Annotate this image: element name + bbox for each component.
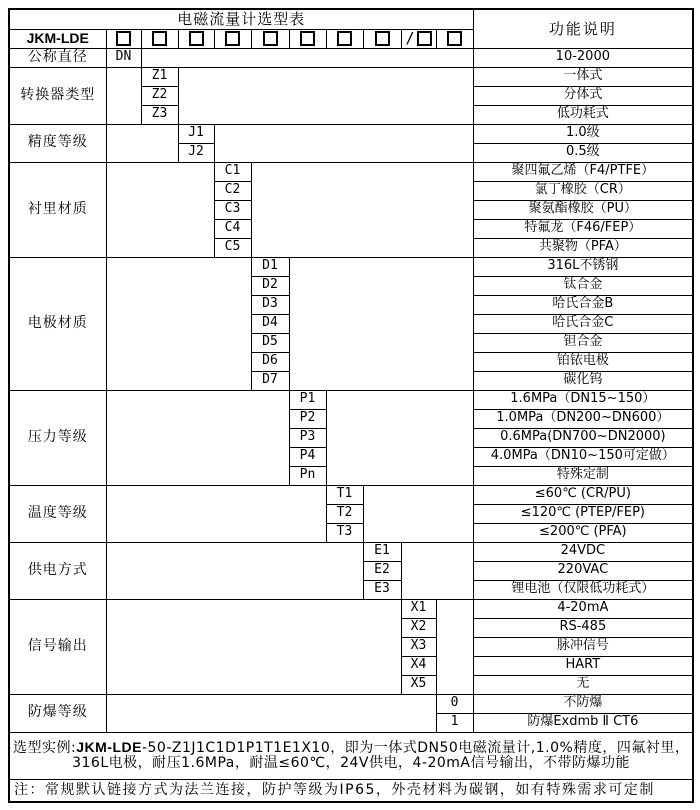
desc-cell: HART xyxy=(473,656,693,675)
checkbox-icon[interactable] xyxy=(375,31,390,46)
model-checkbox-cell xyxy=(141,29,178,48)
code-cell: E2 xyxy=(363,561,401,580)
desc-cell: ≤60℃ (CR/PU) xyxy=(473,485,693,504)
code-cell: E3 xyxy=(363,580,401,599)
desc-cell: 0.5级 xyxy=(473,143,693,162)
table-row xyxy=(9,9,693,29)
category-label: 电极材质 xyxy=(9,257,106,390)
desc-cell: 一体式 xyxy=(473,67,693,86)
category-label: 信号输出 xyxy=(9,599,106,694)
code-cell: X1 xyxy=(401,599,436,618)
selection-table xyxy=(8,8,694,803)
code-cell: Pn xyxy=(289,466,326,485)
table-row xyxy=(9,67,693,86)
empty-cell xyxy=(106,67,141,124)
category-label: 压力等级 xyxy=(9,390,106,485)
code-cell: C1 xyxy=(214,162,251,181)
empty-cell xyxy=(178,67,473,124)
desc-cell: 碳化钨 xyxy=(473,371,693,390)
code-cell: DN xyxy=(106,48,141,67)
code-cell: X4 xyxy=(401,656,436,675)
category-label: 防爆等级 xyxy=(9,694,106,732)
desc-cell: ≤120℃ (PTEP/FEP) xyxy=(473,504,693,523)
desc-cell: 钽合金 xyxy=(473,333,693,352)
desc-cell: ≤200℃ (PFA) xyxy=(473,523,693,542)
empty-cell xyxy=(326,390,473,485)
desc-cell: 聚氨酯橡胶（PU） xyxy=(473,200,693,219)
model-checkbox-cell xyxy=(363,29,401,48)
empty-cell xyxy=(106,162,214,257)
desc-cell: 锂电池（仅限低功耗式） xyxy=(473,580,693,599)
table-row xyxy=(9,542,693,561)
code-cell: X3 xyxy=(401,637,436,656)
table-row xyxy=(9,48,693,67)
desc-cell: 聚四氟乙烯（F4/PTFE） xyxy=(473,162,693,181)
code-cell: D4 xyxy=(251,314,289,333)
desc-cell: 24VDC xyxy=(473,542,693,561)
code-cell: P1 xyxy=(289,390,326,409)
code-cell: D5 xyxy=(251,333,289,352)
code-cell: P3 xyxy=(289,428,326,447)
category-label: 供电方式 xyxy=(9,542,106,599)
desc-cell: 防爆Exdmb Ⅱ CT6 xyxy=(473,713,693,732)
slash-separator: / xyxy=(405,29,415,48)
code-cell: D3 xyxy=(251,295,289,314)
checkbox-icon[interactable] xyxy=(116,31,131,46)
empty-cell xyxy=(401,542,473,599)
code-cell: X2 xyxy=(401,618,436,637)
empty-cell xyxy=(436,599,473,694)
empty-cell xyxy=(106,599,401,694)
table-row xyxy=(9,779,693,802)
code-cell: J1 xyxy=(178,124,214,143)
empty-cell xyxy=(289,257,473,390)
checkbox-icon[interactable] xyxy=(263,31,278,46)
desc-cell: 铂铱电极 xyxy=(473,352,693,371)
checkbox-icon[interactable] xyxy=(189,31,204,46)
desc-cell: 4-20mA xyxy=(473,599,693,618)
desc-cell: 不防爆 xyxy=(473,694,693,713)
table-row xyxy=(9,257,693,276)
desc-cell: 4.0MPa（DN10~150可定做） xyxy=(473,447,693,466)
table-row xyxy=(9,732,693,779)
desc-cell: 1.0级 xyxy=(473,124,693,143)
model-checkbox-cell xyxy=(289,29,326,48)
desc-cell: 220VAC xyxy=(473,561,693,580)
empty-cell xyxy=(106,124,178,162)
table-row xyxy=(9,124,693,143)
desc-cell: 低功耗式 xyxy=(473,105,693,124)
checkbox-icon[interactable] xyxy=(152,31,167,46)
desc-cell: RS-485 xyxy=(473,618,693,637)
table-row xyxy=(9,390,693,409)
desc-cell: 钛合金 xyxy=(473,276,693,295)
empty-cell xyxy=(106,694,436,732)
code-cell: Z1 xyxy=(141,67,178,86)
empty-cell xyxy=(106,485,326,542)
desc-cell: 1.6MPa（DN15~150） xyxy=(473,390,693,409)
code-cell: C2 xyxy=(214,181,251,200)
checkbox-icon[interactable] xyxy=(225,31,240,46)
example-line-1 xyxy=(10,740,692,756)
code-cell: C4 xyxy=(214,219,251,238)
category-label: 转换器类型 xyxy=(9,67,106,124)
checkbox-icon[interactable] xyxy=(300,31,315,46)
code-cell: C5 xyxy=(214,238,251,257)
category-label: 公称直径 xyxy=(9,48,106,67)
model-checkbox-cell xyxy=(178,29,214,48)
selection-example xyxy=(9,732,693,779)
desc-cell: 脉冲信号 xyxy=(473,637,693,656)
model-prefix: JKM-LDE xyxy=(9,29,106,48)
code-cell: P4 xyxy=(289,447,326,466)
desc-cell: 1.0MPa（DN200~DN600） xyxy=(473,409,693,428)
code-cell: D2 xyxy=(251,276,289,295)
table-row xyxy=(9,162,693,181)
code-cell: C3 xyxy=(214,200,251,219)
empty-cell xyxy=(214,124,473,162)
example-model-code: JKM-LDE xyxy=(76,738,142,755)
desc-cell: 无 xyxy=(473,675,693,694)
example-text: -50-Z1J1C1D1P1T1E1X10，即为一体式DN50电磁流量计,1.0%精度，四氟衬里， xyxy=(141,739,690,756)
desc-cell: 共聚物（PFA） xyxy=(473,238,693,257)
code-cell: T1 xyxy=(326,485,363,504)
footer-note: 注：常规默认链接方式为法兰连接，防护等级为IP65，外壳材料为碳钢，如有特殊需求可定制 xyxy=(9,779,693,802)
page-title: 电磁流量计选型表 xyxy=(9,9,473,29)
empty-cell xyxy=(141,48,473,67)
code-cell: Z2 xyxy=(141,86,178,105)
desc-cell: 0.6MPa(DN700~DN2000) xyxy=(473,428,693,447)
code-cell: J2 xyxy=(178,143,214,162)
category-label: 精度等级 xyxy=(9,124,106,162)
code-cell: D7 xyxy=(251,371,289,390)
model-checkbox-cell xyxy=(326,29,363,48)
checkbox-icon[interactable] xyxy=(447,31,462,46)
desc-cell: 特殊定制 xyxy=(473,466,693,485)
desc-cell: 10-2000 xyxy=(473,48,693,67)
code-cell: Z3 xyxy=(141,105,178,124)
code-cell: D6 xyxy=(251,352,289,371)
empty-cell xyxy=(363,485,473,542)
category-label: 衬里材质 xyxy=(9,162,106,257)
function-description-header: 功能说明 xyxy=(473,9,693,48)
checkbox-icon[interactable] xyxy=(417,31,432,46)
code-cell: D1 xyxy=(251,257,289,276)
code-cell: P2 xyxy=(289,409,326,428)
empty-cell xyxy=(106,542,363,599)
desc-cell: 特氟龙（F46/FEP） xyxy=(473,219,693,238)
model-checkbox-cell xyxy=(214,29,251,48)
desc-cell: 哈氏合金B xyxy=(473,295,693,314)
code-cell: E1 xyxy=(363,542,401,561)
desc-cell: 316L不锈钢 xyxy=(473,257,693,276)
category-label: 温度等级 xyxy=(9,485,106,542)
desc-cell: 氯丁橡胶（CR） xyxy=(473,181,693,200)
table-row xyxy=(9,694,693,713)
code-cell: 0 xyxy=(436,694,473,713)
table-row xyxy=(9,485,693,504)
table-row xyxy=(9,599,693,618)
model-checkbox-cell xyxy=(106,29,141,48)
example-label: 选型实例: xyxy=(13,739,77,756)
code-cell: T2 xyxy=(326,504,363,523)
model-checkbox-cell-slash xyxy=(401,29,436,48)
example-line-2: 316L电极，耐压1.6MPa，耐温≤60℃，24V供电，4-20mA信号输出，不带防爆功能 xyxy=(72,755,630,771)
empty-cell xyxy=(106,390,289,485)
checkbox-icon[interactable] xyxy=(337,31,352,46)
desc-cell: 哈氏合金C xyxy=(473,314,693,333)
code-cell: T3 xyxy=(326,523,363,542)
model-checkbox-cell xyxy=(251,29,289,48)
empty-cell xyxy=(106,257,251,390)
code-cell: 1 xyxy=(436,713,473,732)
code-cell: X5 xyxy=(401,675,436,694)
empty-cell xyxy=(251,162,473,257)
model-checkbox-cell xyxy=(436,29,473,48)
desc-cell: 分体式 xyxy=(473,86,693,105)
